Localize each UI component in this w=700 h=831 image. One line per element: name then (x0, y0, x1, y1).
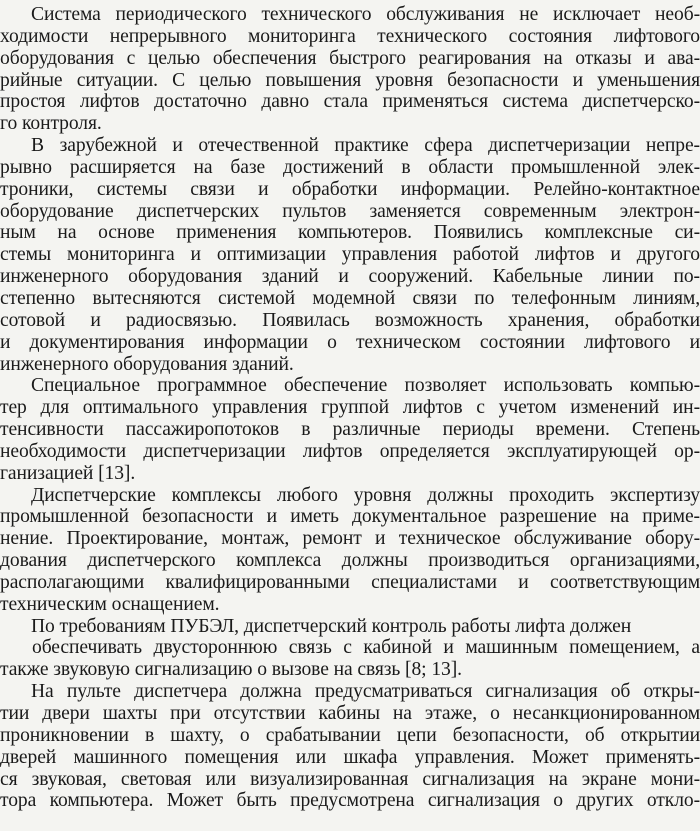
text-line: тора компьютера. Может быть предусмотрена сигнализация о других откло- (0, 790, 700, 812)
text-line: необходимости диспетчеризации лифтов определяется эксплуатирующей ор- (0, 440, 700, 462)
text-line: го контроля. (0, 113, 102, 135)
text-line: троники, системы связи и обработки информации. Релейно-контактное (0, 178, 700, 200)
text-line: тенсивности пассажиропотоков в различные периоды времени. Степень (0, 419, 700, 441)
text-line: располагающими квалифицированными специалистами и соответствующим (0, 571, 700, 593)
text-line: нение. Проектирование, монтаж, ремонт и техническое обслуживание обору- (0, 528, 700, 550)
text-line: также звуковую сигнализацию о вызове на связь [8; 13]. (0, 659, 462, 681)
text-line: дверей машинного помещения или шкафа управления. Может применять- (0, 746, 700, 768)
text-line: рывно расширяется на базе достижений в области промышленной элек- (0, 156, 700, 178)
text-line: ся звуковая, световая или визуализированная сигнализация на экране мони- (0, 768, 700, 790)
text-line: промышленной безопасности и иметь документальное разрешение на приме- (0, 506, 700, 528)
text-line: Диспетчерские комплексы любого уровня должны проходить экспертизу (31, 484, 700, 506)
text-line: обеспечивать двустороннюю связь с кабиной и машинным помещением, а (32, 637, 700, 659)
text-line: дования диспетчерского комплекса должны производиться организациями, (0, 550, 700, 572)
paragraph (0, 135, 700, 375)
text-line: инженерного оборудования зданий и сооружений. Кабельные линии по- (0, 266, 700, 288)
text-line: стемы мониторинга и оптимизации управления работой лифтов и другого (0, 244, 700, 266)
text-line: тии двери шахты при отсутствии кабины на этаже, о несанкционированном (0, 703, 700, 724)
text-line: и документирования информации о техническом состоянии лифтового и (0, 331, 700, 353)
text-line: Система периодического технического обслуживания не исключает необ- (31, 4, 700, 25)
text-line: ходимости непрерывного мониторинга технического состояния лифтового (0, 25, 700, 47)
text-line: ганизацией [13]. (0, 462, 136, 484)
text-line: простоя лифтов достаточно давно стала применяться система диспетчерско- (0, 91, 700, 113)
text-line: оборудования с целью обеспечения быстрого реагирования на отказы и ава- (0, 47, 700, 69)
text-line: рийные ситуации. С целью повышения уровня безопасности и уменьшения (0, 69, 700, 91)
paragraph (0, 616, 700, 682)
text-line: инженерного оборудования зданий. (0, 353, 294, 375)
text-line: ным на основе применения компьютеров. Появились комплексные си- (0, 222, 700, 244)
text-line: техническим оснащением. (0, 593, 220, 615)
text-line: проникновении в шахту, о срабатывании цепи безопасности, об открытии (0, 724, 700, 746)
text-line: степенно вытесняются системой модемной связи по телефонным линиям, (0, 287, 700, 309)
paragraph (0, 681, 700, 812)
text-line: Специальное программное обеспечение позволяет использовать компью- (31, 375, 700, 397)
text-line: В зарубежной и отечественной практике сфера диспетчеризации непре- (31, 135, 700, 157)
text-line: тер для оптимального управления группой лифтов с учетом изменений ин- (0, 397, 700, 419)
text-line: сотовой и радиосвязью. Появилась возможность хранения, обработки (0, 309, 700, 331)
paragraph (0, 375, 700, 484)
text-line: оборудование диспетчерских пультов заменяется современным электрон- (0, 200, 700, 222)
paragraph (0, 4, 700, 135)
text-line: На пульте диспетчера должна предусматриваться сигнализация об откры- (31, 681, 700, 703)
text-line: По требованиям ПУБЭЛ, диспетчерский контроль работы лифта должен (31, 615, 632, 637)
paragraph (0, 485, 700, 616)
